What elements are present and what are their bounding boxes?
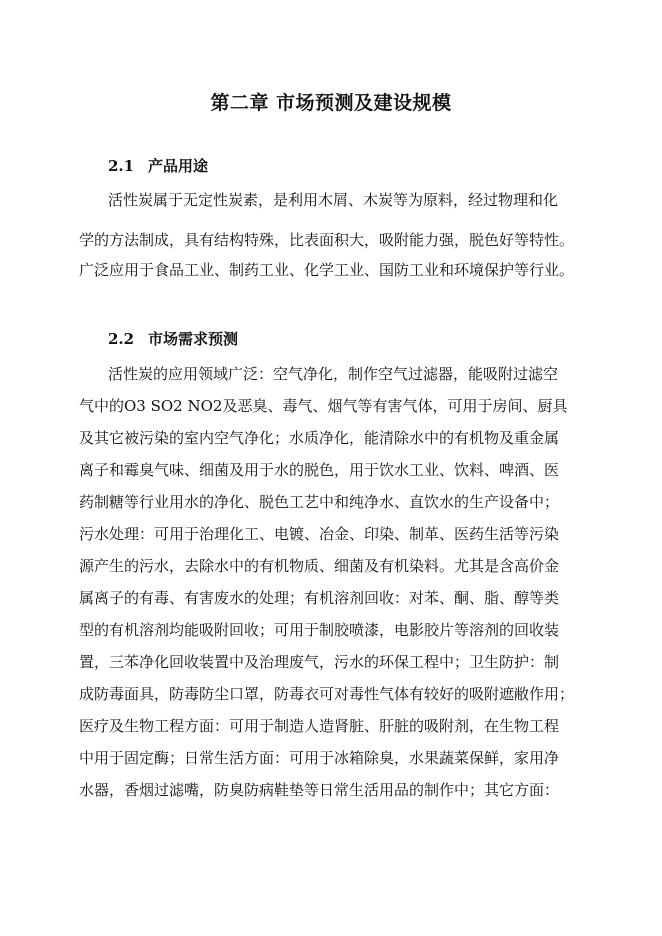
section-heading-2-1 [108,155,208,176]
paragraph-line: 离子和霉臭气味、细菌及用于水的脱色，用于饮水工业、饮料、啤酒、医 [79,461,560,479]
paragraph-line: 水器，香烟过滤嘴，防臭防病鞋垫等日常生活用品的制作中；其它方面： [79,781,560,799]
paragraph-line: 型的有机溶剂均能吸附回收；可用于制胶喷漆，电影胶片等溶剂的回收装 [79,621,560,639]
paragraph-line: 气中的O3 SO2 NO2及恶臭、毒气、烟气等有害气体，可用于房间、厨具 [79,397,568,415]
section-number: 2.1 [108,157,135,175]
paragraph-line: 学的方法制成，具有结构特殊，比表面积大，吸附能力强，脱色好等特性。 [79,231,575,249]
section-title: 产品用途 [148,157,209,175]
paragraph-line: 污水处理：可用于治理化工、电镀、冶金、印染、制革、医药生活等污染 [79,525,560,543]
section-number: 2.2 [108,330,135,348]
section-title: 市场需求预测 [148,330,239,348]
paragraph-line: 活性炭的应用领域广泛：空气净化，制作空气过滤器，能吸附过滤空 [108,365,559,383]
paragraph-line: 及其它被污染的室内空气净化；水质净化，能清除水中的有机物及重金属 [79,429,560,447]
section-heading-2-2 [108,328,238,349]
paragraph-line: 成防毒面具，防毒防尘口罩，防毒衣可对毒性气体有较好的吸附遮敝作用； [79,685,575,703]
chapter-title: 第二章 市场预测及建设规模 [210,92,452,114]
paragraph-line: 广泛应用于食品工业、制药工业、化学工业、国防工业和环境保护等行业。 [79,261,575,279]
paragraph-line: 源产生的污水，去除水中的有机物质、细菌及有机染料。尤其是含高价金 [79,557,560,575]
paragraph-line: 医疗及生物工程方面：可用于制造人造肾脏、肝脏的吸附剂，在生物工程 [79,717,560,735]
paragraph-line: 中用于固定酶；日常生活方面：可用于冰箱除臭，水果蔬菜保鲜，家用净 [79,749,560,767]
paragraph-line: 活性炭属于无定性炭素，是利用木屑、木炭等为原料，经过物理和化 [108,191,559,209]
paragraph-line: 药制糖等行业用水的净化、脱色工艺中和纯净水、直饮水的生产设备中； [79,493,560,511]
paragraph-line: 置，三苯净化回收装置中及治理废气，污水的环保工程中；卫生防护：制 [79,653,560,671]
paragraph-line: 属离子的有毒、有害废水的处理；有机溶剂回收：对苯、酮、脂、醇等类 [79,589,560,607]
